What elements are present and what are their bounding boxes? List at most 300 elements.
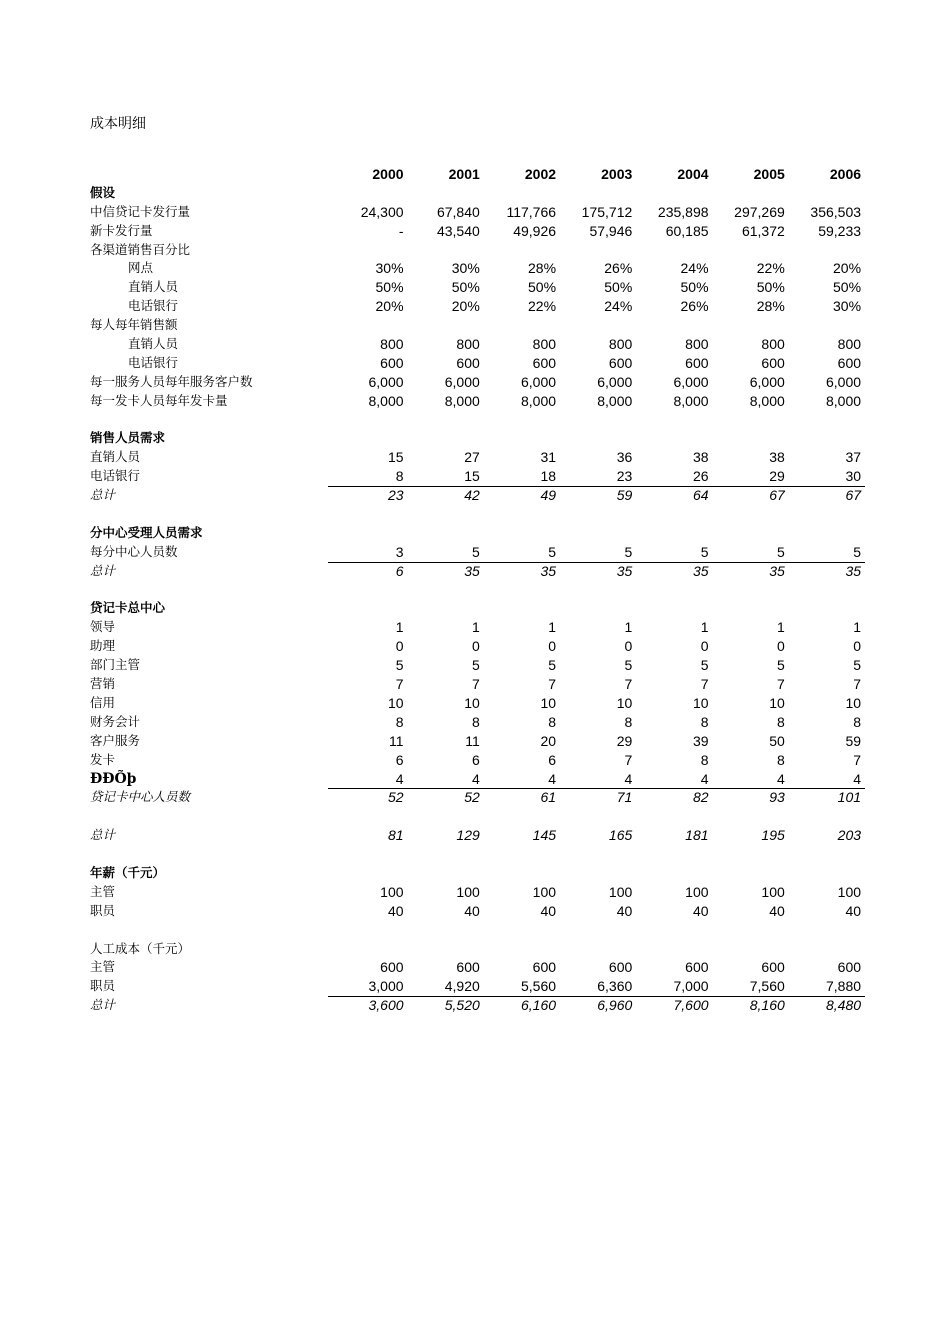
section-spacer [90,411,865,430]
value-cell [713,524,789,543]
table-row [90,203,865,222]
value-cell: 175,712 [581,203,633,220]
value-cell: 100 [685,883,709,900]
value-cell: 5 [853,543,862,560]
value-cell: 35 [540,562,557,579]
row-values [328,996,865,1015]
value-cell: 6,000 [520,373,557,390]
table-row [90,694,865,713]
value-cell: 61 [540,789,557,806]
value-cell [328,524,408,543]
value-cell: 5 [548,543,557,560]
value-cell: 100 [837,883,862,900]
row-label: 假设 [90,184,116,200]
table-row [90,278,865,297]
value-cell [636,524,712,543]
value-cell [789,429,865,448]
value-cell: 600 [608,354,633,371]
table-row [90,429,865,448]
value-cell [484,940,560,959]
value-cell: 40 [387,902,404,919]
value-cell: 28% [756,298,785,315]
value-cell: 38 [769,449,785,466]
value-cell: 42 [464,487,480,504]
value-cell: 20% [833,260,862,277]
row-label: 直销人员 [128,279,179,295]
value-cell: 6,000 [368,373,404,390]
row-label: 总计 [90,827,116,843]
value-cell [560,429,636,448]
value-cell: 4 [700,770,709,787]
row-values [328,977,865,996]
value-cell: 5 [776,657,785,674]
value-cell: 50% [756,279,785,296]
value-cell: 235,898 [657,203,709,220]
row-label: 新卡发行量 [90,222,153,238]
value-cell: 10 [464,694,480,711]
value-cell: 100 [608,883,633,900]
value-cell: 15 [387,449,404,466]
value-cell: 35 [845,562,862,579]
table-row [90,751,865,770]
value-cell: 100 [380,883,404,900]
value-cell: 800 [532,336,557,353]
row-label: 电话银行 [128,354,179,370]
row-label: 客户服务 [90,732,141,748]
value-cell: 101 [837,789,862,806]
row-label: 职员 [90,902,116,918]
value-cell: 43,540 [436,222,480,239]
value-cell: 52 [387,789,404,806]
value-cell: 20% [451,298,480,315]
value-cell: 59 [616,487,633,504]
value-cell: 7,880 [825,978,862,995]
row-values [328,732,865,751]
value-cell: 0 [624,638,633,655]
value-cell: 4 [853,770,862,787]
value-cell: 35 [769,562,785,579]
value-cell [789,599,865,618]
value-cell: 50% [375,279,404,296]
table-row [90,599,865,618]
table-row [90,222,865,241]
value-cell: 82 [692,789,709,806]
value-cell: 600 [380,354,404,371]
value-cell [328,184,408,203]
value-cell: 67,840 [436,203,480,220]
value-cell: 61,372 [741,222,785,239]
value-cell: 8 [853,713,862,730]
row-label: 网点 [128,260,154,276]
value-cell: 5 [624,657,633,674]
value-cell: 35 [464,562,480,579]
value-cell: 0 [853,638,862,655]
value-cell: 6,000 [444,373,480,390]
value-cell: 71 [616,789,633,806]
row-values [328,429,865,448]
row-values [328,864,865,883]
value-cell [328,864,408,883]
value-cell: 8,000 [825,392,862,409]
value-cell [713,241,789,260]
row-label: 营销 [90,676,116,692]
row-values [328,618,865,637]
value-cell [560,864,636,883]
row-values [328,241,865,260]
row-values [328,335,865,354]
value-cell: 600 [608,959,633,976]
value-cell: 30% [451,260,480,277]
value-cell [636,429,712,448]
value-cell: 11 [388,732,404,749]
value-cell: 20 [540,732,557,749]
row-label: 直销人员 [90,449,141,465]
value-cell: 59 [845,732,862,749]
section-spacer [90,581,865,600]
table-row [90,713,865,732]
row-label: 主管 [90,883,116,899]
value-cell: 49,926 [513,222,557,239]
value-cell: 1 [471,619,480,636]
table-row [90,448,865,467]
table-row [90,524,865,543]
value-cell: 39 [692,732,709,749]
value-cell: 100 [761,883,785,900]
value-cell: 8 [471,713,480,730]
table-row [90,486,865,505]
value-cell: 24% [604,298,633,315]
row-values [328,203,865,222]
value-cell: 195 [761,827,785,844]
value-cell [408,524,484,543]
table-row [90,902,865,921]
row-values [328,694,865,713]
value-cell: 600 [761,959,785,976]
row-label: 每一发卡人员每年发卡量 [90,392,228,408]
value-cell [713,429,789,448]
value-cell: 22% [756,260,785,277]
value-cell: 181 [685,827,709,844]
row-label: 每人每年销售额 [90,317,178,333]
row-values [328,637,865,656]
value-cell: 800 [837,336,862,353]
row-values [328,713,865,732]
value-cell: 81 [387,827,404,844]
value-cell: 26 [692,468,709,485]
table-row [90,562,865,581]
value-cell: 8 [700,751,709,768]
row-label: 总计 [90,997,116,1013]
value-cell [408,316,484,335]
value-cell: 0 [776,638,785,655]
value-cell: 8,000 [749,392,785,409]
value-cell: 10 [540,694,557,711]
row-values [328,788,865,807]
value-cell [713,599,789,618]
value-cell: 37 [845,449,862,466]
value-cell: 23 [616,468,633,485]
value-cell [636,599,712,618]
table-row [90,637,865,656]
value-cell: 7 [853,751,862,768]
row-label: 每一服务人员每年服务客户数 [90,373,253,389]
row-label: ÐÐÕþ [90,770,137,787]
value-cell: 10 [616,694,633,711]
value-cell: 5 [471,657,480,674]
section-spacer [90,921,865,940]
value-cell: 1 [548,619,557,636]
table-row [90,259,865,278]
value-cell: 40 [464,902,480,919]
value-cell: 50% [528,279,557,296]
value-cell [408,429,484,448]
value-cell: 6,160 [520,997,557,1014]
value-cell: - [398,222,404,239]
value-cell: 7,000 [673,978,709,995]
value-cell [560,316,636,335]
value-cell: 50% [680,279,709,296]
value-cell: 600 [532,959,557,976]
value-cell: 29 [769,468,785,485]
table-row [90,996,865,1015]
value-cell: 40 [769,902,785,919]
row-label: 直销人员 [128,336,179,352]
value-cell: 8,000 [520,392,557,409]
value-cell: 8 [624,713,633,730]
value-cell: 6,000 [749,373,785,390]
value-cell: 24,300 [360,203,404,220]
value-cell: 7,600 [673,997,709,1014]
value-cell: 165 [608,827,633,844]
value-cell [636,241,712,260]
value-cell: 6 [471,751,480,768]
value-cell: 49 [540,487,557,504]
value-cell: 203 [837,827,862,844]
value-cell: 59,233 [818,222,862,239]
value-cell: 6 [395,562,404,579]
value-cell: 4 [471,770,480,787]
value-cell [408,241,484,260]
row-values [328,373,865,392]
value-cell [789,524,865,543]
value-cell: 36 [616,449,633,466]
value-cell: 5 [471,543,480,560]
value-cell [636,940,712,959]
value-cell [408,864,484,883]
row-values [328,562,865,581]
value-cell: 8 [548,713,557,730]
value-cell: 5,520 [444,997,480,1014]
value-cell: 117,766 [506,203,557,220]
table-row [90,788,865,807]
value-cell: 6 [548,751,557,768]
row-label: 人工成本（千元） [90,940,191,956]
value-cell: 1 [700,619,709,636]
value-cell: 60,185 [665,222,709,239]
row-values [328,467,865,486]
value-cell [713,184,789,203]
value-cell: 35 [692,562,709,579]
row-values [328,222,865,241]
value-cell: 600 [837,959,862,976]
value-cell: 3 [395,543,404,560]
row-label: 总计 [90,487,116,503]
value-cell: 7 [395,676,404,693]
value-cell: 1 [776,619,785,636]
value-cell: 26% [604,260,633,277]
value-cell: 4 [395,770,404,787]
row-values [328,448,865,467]
value-cell: 8,000 [673,392,709,409]
value-cell: 100 [456,883,480,900]
year-header-cell: 2003 [601,166,633,182]
table-row [90,184,865,203]
table-row [90,656,865,675]
value-cell [560,599,636,618]
row-values [328,675,865,694]
year-header-cell: 2006 [829,166,862,182]
value-cell [789,184,865,203]
value-cell: 35 [616,562,633,579]
value-cell: 28% [528,260,557,277]
row-label: 销售人员需求 [90,430,166,446]
year-header-cells [328,165,865,184]
value-cell: 22% [528,298,557,315]
value-cell: 8 [776,713,785,730]
row-label: 信用 [90,694,116,710]
value-cell: 8 [776,751,785,768]
row-values [328,958,865,977]
value-cell: 5 [700,543,709,560]
value-cell: 6 [395,751,404,768]
year-header-cell: 2001 [448,166,480,182]
row-values [328,259,865,278]
value-cell: 27 [464,449,480,466]
row-values [328,524,865,543]
value-cell: 30% [833,298,862,315]
value-cell: 18 [540,468,557,485]
value-cell: 30 [845,468,862,485]
cost-detail-sheet [90,112,865,1015]
value-cell: 5 [395,657,404,674]
row-label: 职员 [90,978,116,994]
table-row [90,977,865,996]
value-cell: 26% [680,298,709,315]
row-values [328,184,865,203]
value-cell [328,429,408,448]
table-row [90,958,865,977]
value-cell: 800 [685,336,709,353]
value-cell: 0 [700,638,709,655]
year-header-cell: 2000 [372,166,404,182]
row-values [328,902,865,921]
row-label: 贷记卡中心人员数 [90,789,191,805]
table-row [90,732,865,751]
table-row [90,770,865,789]
table-row [90,354,865,373]
value-cell [789,316,865,335]
value-cell [560,241,636,260]
value-cell: 40 [845,902,862,919]
value-cell: 7 [700,676,709,693]
table-row [90,373,865,392]
value-cell: 8,000 [597,392,633,409]
row-label: 电话银行 [128,298,179,314]
value-cell [408,184,484,203]
year-header-cell: 2004 [677,166,709,182]
value-cell [636,864,712,883]
row-label: 总计 [90,562,116,578]
value-cell: 4 [776,770,785,787]
row-values [328,599,865,618]
row-values [328,940,865,959]
row-label: 领导 [90,619,116,635]
value-cell: 67 [769,487,785,504]
value-cell: 8,000 [368,392,404,409]
value-cell: 6,960 [597,997,633,1014]
table-row [90,940,865,959]
sheet-title: 成本明细 [90,116,146,132]
value-cell [484,316,560,335]
value-cell: 50 [769,732,785,749]
row-label: 年薪（千元） [90,864,166,880]
value-cell: 23 [387,487,404,504]
row-values [328,883,865,902]
table-row [90,392,865,411]
value-cell: 3,000 [368,978,404,995]
table-row [90,316,865,335]
table-row [90,675,865,694]
value-cell: 600 [685,959,709,976]
value-cell: 600 [761,354,785,371]
value-cell: 4 [548,770,557,787]
year-header-row [90,165,865,184]
row-values [328,770,865,789]
value-cell: 6,000 [597,373,633,390]
table-row [90,826,865,845]
value-cell [636,184,712,203]
value-cell: 38 [692,449,709,466]
value-cell: 5 [700,657,709,674]
table-row [90,335,865,354]
value-cell: 10 [845,694,862,711]
value-cell: 50% [451,279,480,296]
value-cell: 93 [769,789,785,806]
value-cell: 40 [616,902,633,919]
value-cell: 10 [692,694,709,711]
row-label: 财务会计 [90,713,141,729]
value-cell: 52 [464,789,480,806]
value-cell: 29 [616,732,633,749]
row-values [328,751,865,770]
value-cell: 600 [685,354,709,371]
row-label: 中信贷记卡发行量 [90,203,191,219]
value-cell [713,940,789,959]
row-values [328,316,865,335]
value-cell [484,524,560,543]
value-cell: 1 [624,619,633,636]
value-cell: 600 [532,354,557,371]
value-cell: 5 [548,657,557,674]
value-cell [789,940,865,959]
value-cell: 800 [608,336,633,353]
value-cell: 600 [456,959,480,976]
row-values [328,354,865,373]
table-row [90,467,865,486]
value-cell: 8 [700,713,709,730]
table-row [90,883,865,902]
value-cell [484,184,560,203]
